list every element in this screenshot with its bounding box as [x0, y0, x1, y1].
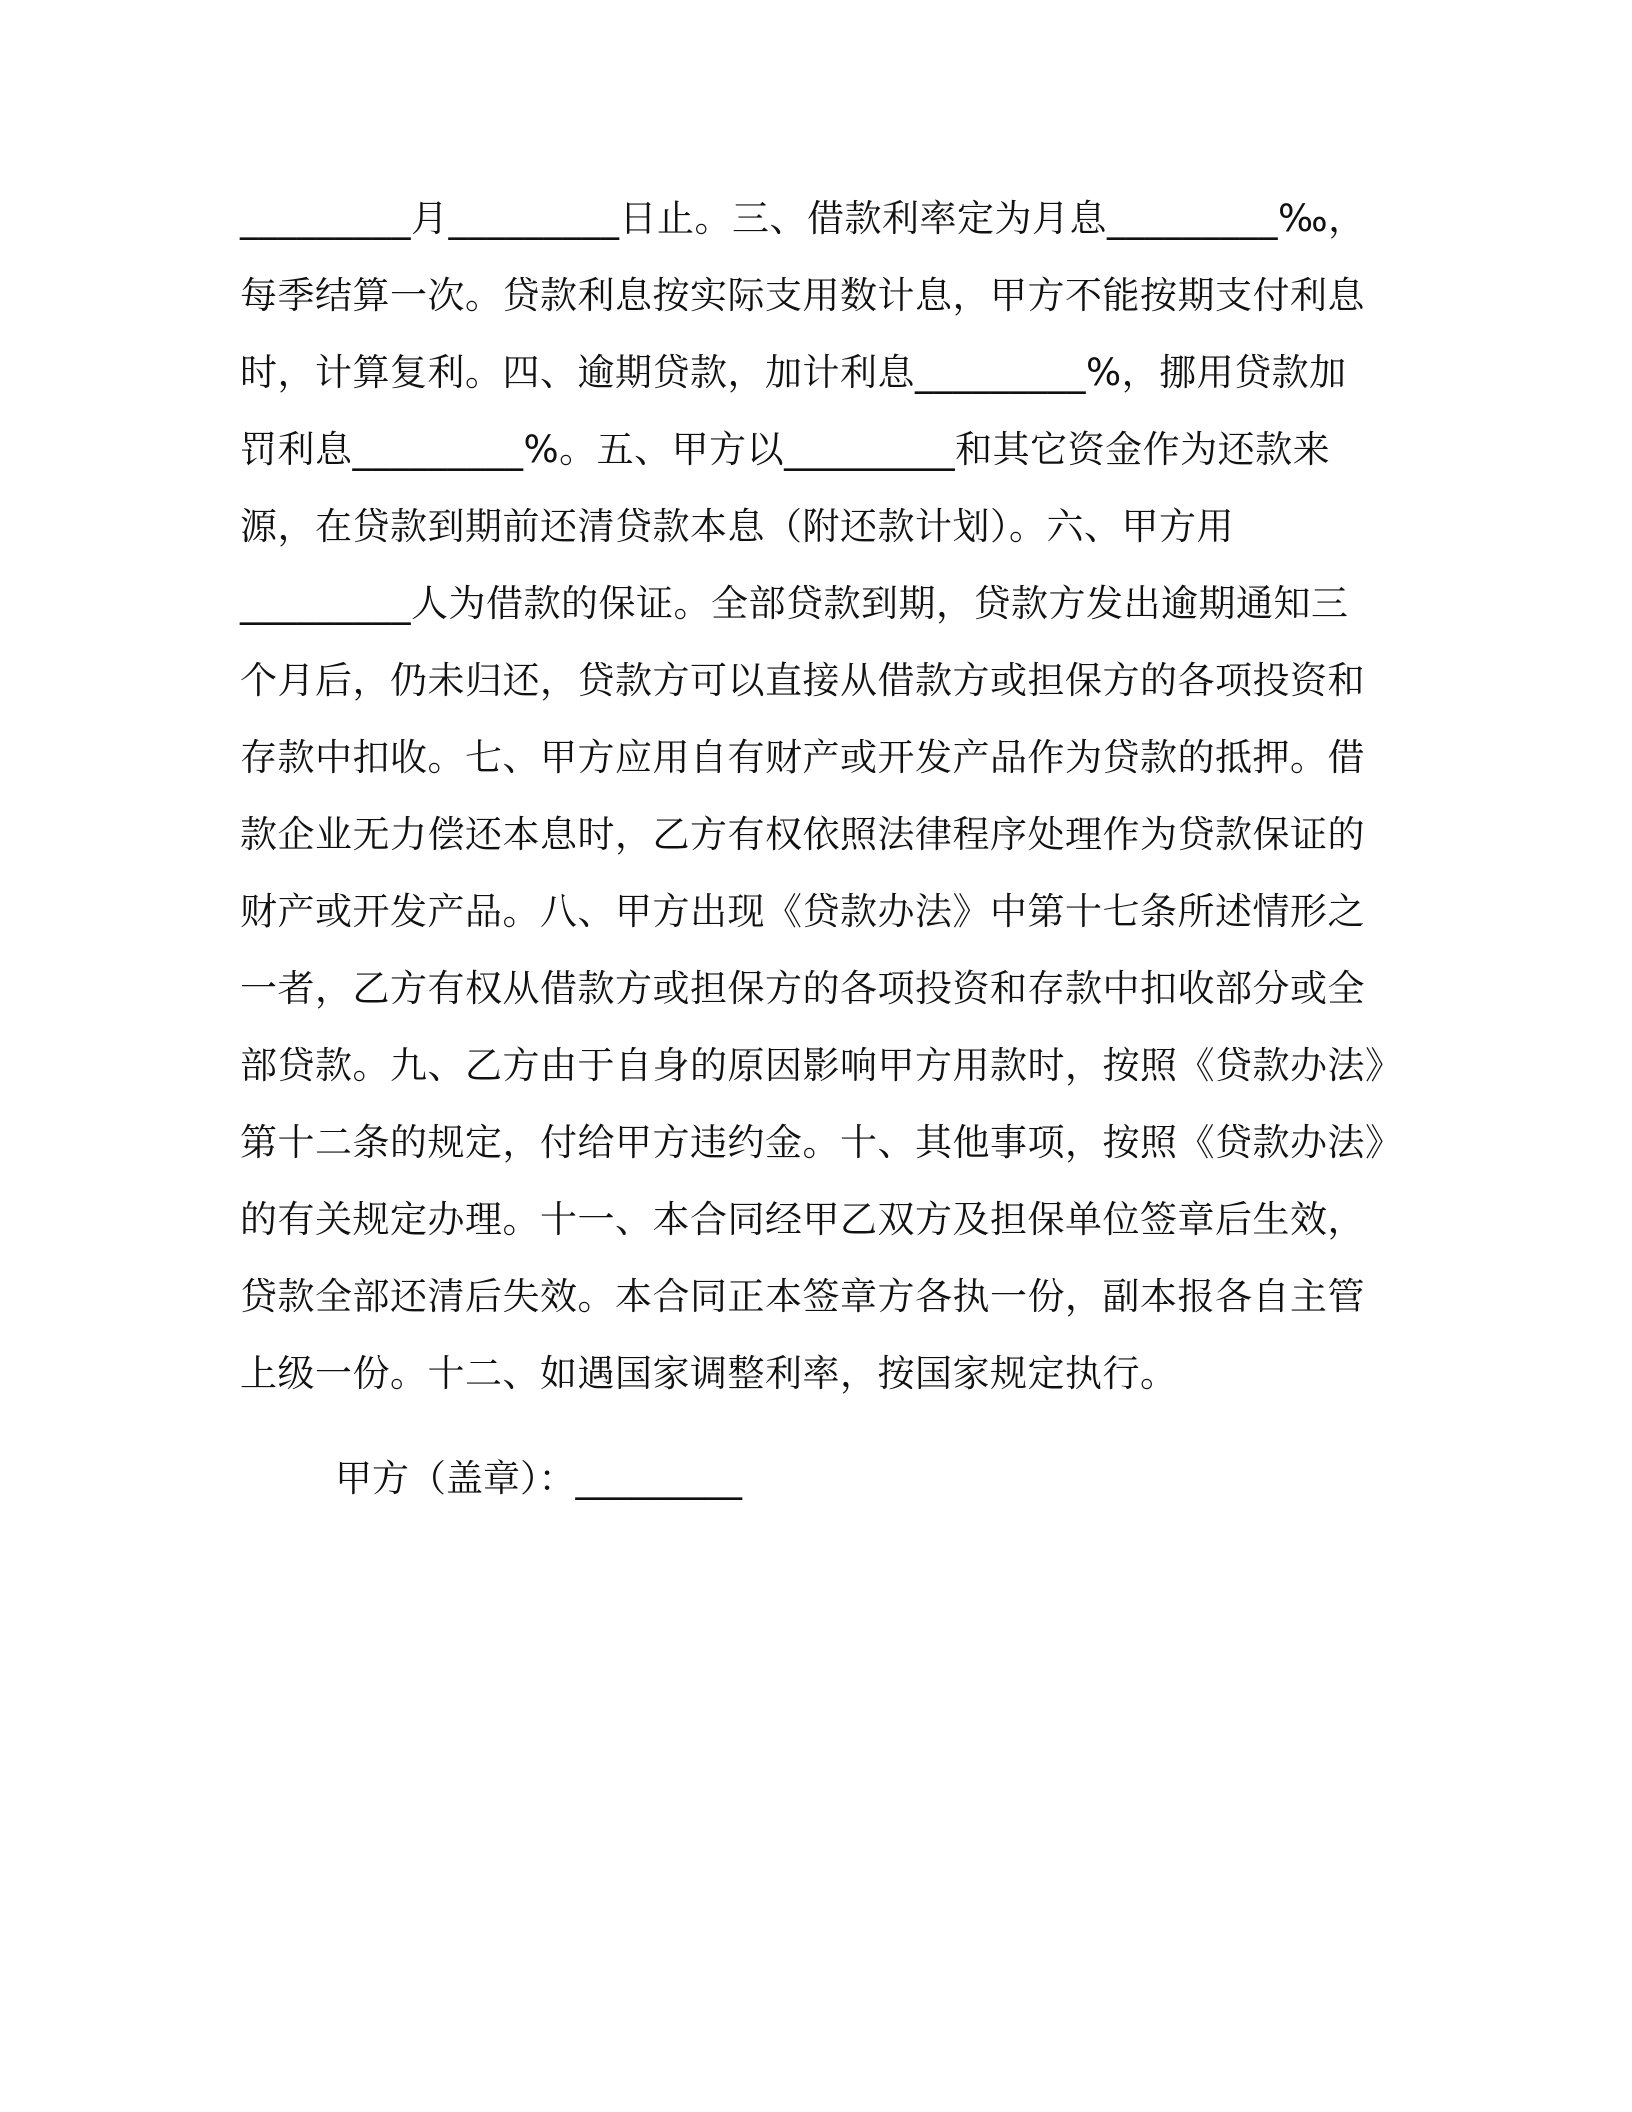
- text-line: 第十二条的规定，付给甲方违约金。十、其他事项，按照《贷款办法》: [240, 1121, 1403, 1164]
- text-line: 一者，乙方有权从借款方或担保方的各项投资和存款中扣收部分或全: [240, 967, 1365, 1010]
- text-line: 部贷款。九、乙方由于自身的原因影响甲方用款时，按照《贷款办法》: [240, 1044, 1403, 1087]
- text-line: 个月后，仍未归还，贷款方可以直接从借款方或担保方的各项投资和: [240, 659, 1365, 702]
- party-a-signature-line: 甲方（盖章）：_________: [335, 1457, 742, 1500]
- text-line: 财产或开发产品。八、甲方出现《贷款办法》中第十七条所述情形之: [240, 890, 1365, 933]
- text-line: 罚利息_________%。五、甲方以_________和其它资金作为还款来: [240, 428, 1331, 471]
- text-line: 源，在贷款到期前还清贷款本息（附还款计划）。六、甲方用: [240, 505, 1234, 548]
- text-line: _________月_________日止。三、借款利率定为月息_________‰，: [240, 197, 1366, 240]
- text-line: 存款中扣收。七、甲方应用自有财产或开发产品作为贷款的抵押。借: [240, 736, 1365, 779]
- contract-body: [240, 180, 1403, 1412]
- text-line: 上级一份。十二、如遇国家调整利率，按国家规定执行。: [240, 1352, 1178, 1395]
- text-line: 贷款全部还清后失效。本合同正本签章方各执一份，副本报各自主管: [240, 1275, 1365, 1318]
- text-line: 款企业无力偿还本息时，乙方有权依照法律程序处理作为贷款保证的: [240, 813, 1365, 856]
- text-line: 的有关规定办理。十一、本合同经甲乙双方及担保单位签章后生效，: [240, 1198, 1365, 1241]
- text-line: 每季结算一次。贷款利息按实际支用数计息，甲方不能按期支付利息: [240, 274, 1365, 317]
- text-line: 时，计算复利。四、逾期贷款，加计利息_________%，挪用贷款加: [240, 351, 1347, 394]
- text-line: _________人为借款的保证。全部贷款到期，贷款方发出逾期通知三: [240, 582, 1349, 625]
